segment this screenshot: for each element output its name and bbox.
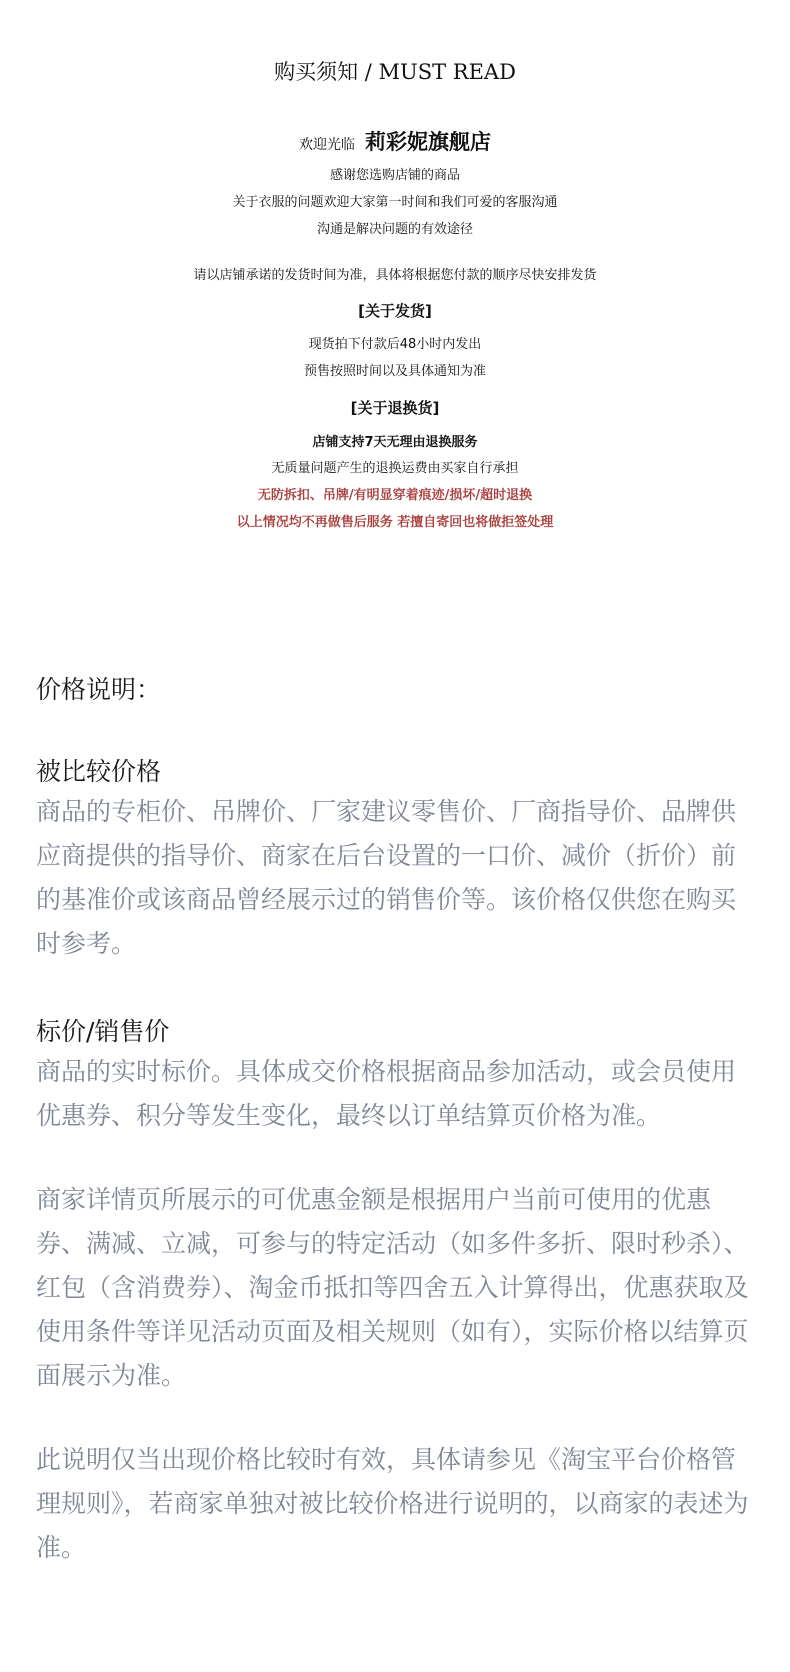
compared-price-body: 商品的专柜价、吊牌价、厂家建议零售价、厂商指导价、品牌供应商提供的指导价、商家在后台设置的一口价、减价（折价）前的基准价或该商品曾经展示过的销售价等。该价格仅供您在购买时参考。	[36, 797, 737, 958]
shipping-line: 现货拍下付款后48小时内发出	[308, 337, 482, 352]
thanks-line: 感谢您选购店铺的商品	[329, 168, 460, 183]
price-title: 价格说明：	[36, 675, 162, 704]
sale-price-heading: 标价/销售价	[36, 1017, 170, 1046]
store-name: 莉彩妮旗舰店	[365, 130, 491, 154]
return-heading: [关于退换货]	[350, 399, 440, 417]
validity-body: 此说明仅当出现价格比较时有效，具体请参见《淘宝平台价格管理规则》，若商家单独对被比较价格进行说明的，以商家的表述为准。	[36, 1445, 749, 1562]
welcome-prefix: 欢迎光临	[299, 137, 355, 153]
compared-price-heading: 被比较价格	[36, 757, 162, 786]
discount-body: 商家详情页所展示的可优惠金额是根据用户当前可使用的优惠券、满减、立减，可参与的特定活动（如多件多折、限时秒杀）、红包（含消费券）、淘金币抵扣等四舍五入计算得出，优惠获取及使用条件等详见活动页面及相关规则（如有），实际价格以结算页面展示为准。	[36, 1185, 749, 1390]
purchase-notice	[0, 0, 790, 600]
warning-line: 以上情况均不再做售后服务 若擅自寄回也将做拒签处理	[236, 515, 554, 530]
welcome-line	[0, 126, 790, 156]
shipping-line: 预售按照时间以及具体通知为准	[303, 364, 486, 379]
return-line: 无质量问题产生的退换运费由买家自行承担	[271, 461, 519, 476]
thanks-line: 沟通是解决问题的有效途径	[316, 222, 473, 237]
notice-title: 购买须知 / MUST READ	[274, 60, 516, 84]
return-line: 店铺支持7天无理由退换服务	[312, 435, 478, 450]
thanks-line: 关于衣服的问题欢迎大家第一时间和我们可爱的客服沟通	[232, 195, 558, 210]
price-explanation	[36, 672, 758, 1570]
warning-line: 无防拆扣、吊牌/有明显穿着痕迹/损坏/超时退换	[257, 488, 533, 503]
shipping-heading: [关于发货]	[358, 302, 432, 320]
shipping-note: 请以店铺承诺的发货时间为准，具体将根据您付款的顺序尽快安排发货	[193, 268, 597, 283]
sale-price-body: 商品的实时标价。具体成交价格根据商品参加活动，或会员使用优惠券、积分等发生变化，最终以订单结算页价格为准。	[36, 1057, 737, 1130]
